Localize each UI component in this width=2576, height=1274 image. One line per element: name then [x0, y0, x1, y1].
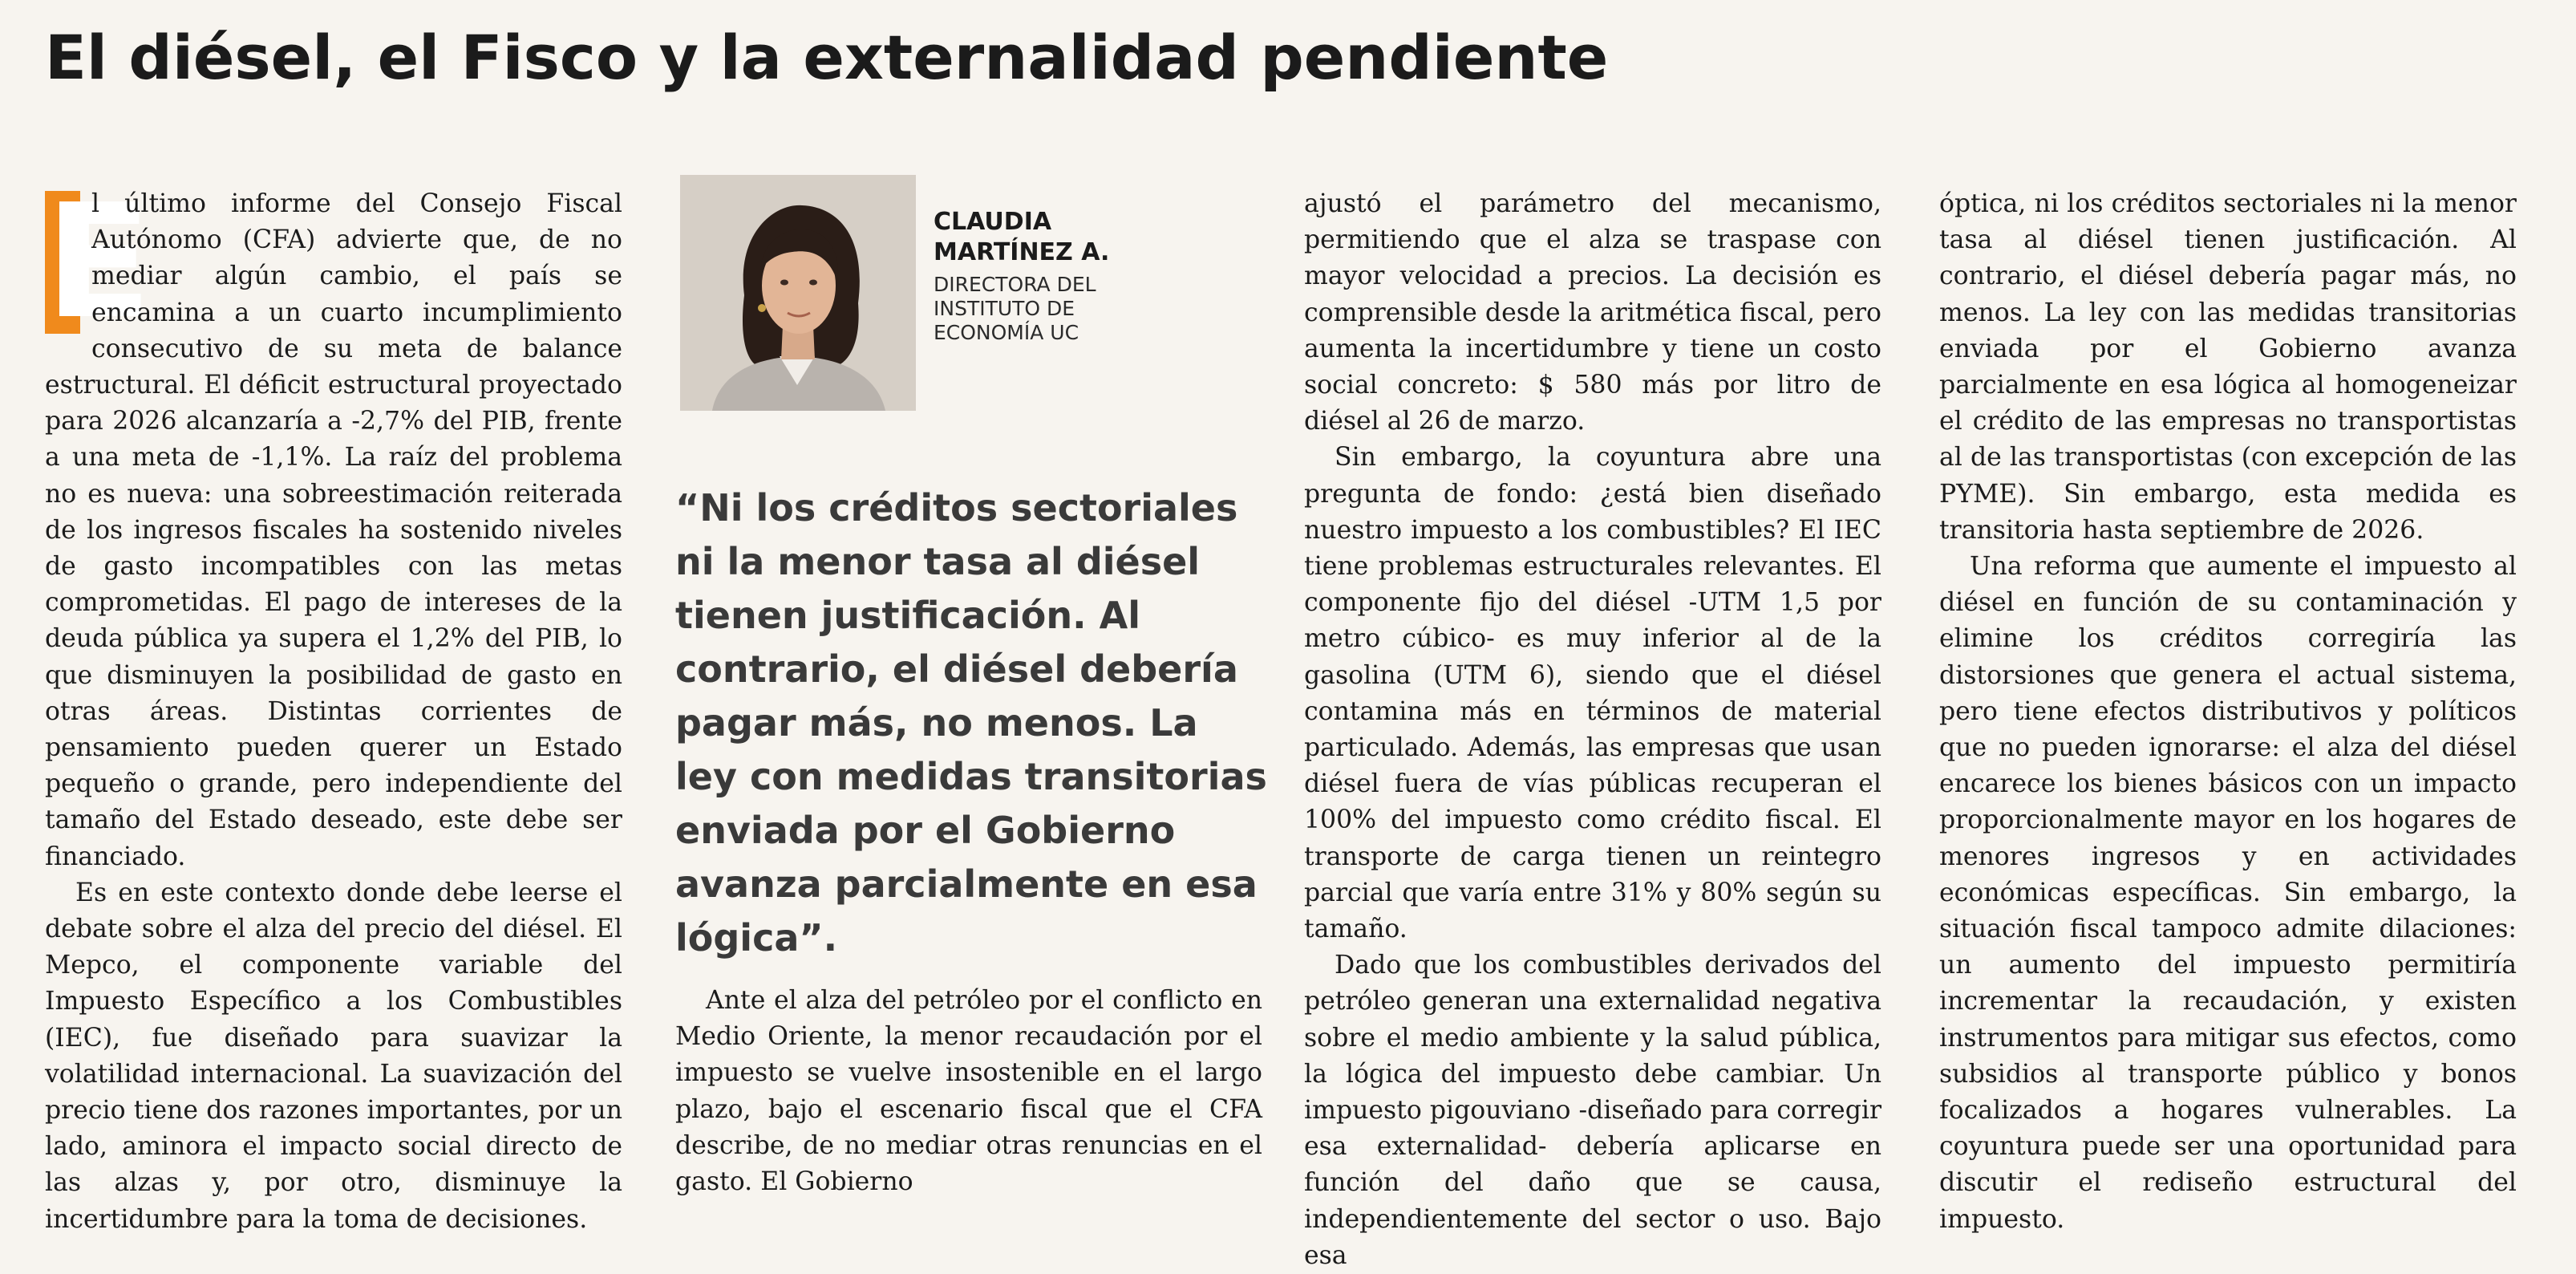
paragraph: ajustó el parámetro del mecanismo, permitiendo que el alza se traspase con mayor velocidad a precios. La decisión es comprensible desde la aritmética fiscal, pero aumenta la incertidumbre y tiene un costo social concreto: $ 580 más por litro de diésel al 26 de marzo.: [1304, 189, 1881, 436]
author-role-line: ECONOMÍA UC: [934, 321, 1079, 344]
author-name: [934, 207, 1109, 268]
paragraph: óptica, ni los créditos sectoriales ni la menor tasa al diésel tienen justificación. Al contrario, el diésel debería pagar más, no menos. La ley con las medidas transitorias enviada por el Gobierno avanza parcialmente en esa lógica al homogeneizar el crédito de las empresas no transportistas al de las transportistas (con excepción de las PYME). Sin embargo, esta medida es transitoria hasta septiembre de 2026.: [1939, 189, 2517, 545]
author-name-line: CLAUDIA: [934, 208, 1052, 236]
author-name-line: MARTÍNEZ A.: [934, 238, 1110, 266]
headline: El diésel, el Fisco y la externalidad pendiente: [45, 22, 1609, 93]
paragraph: [45, 171, 622, 875]
article-column-4: [1939, 186, 2517, 1238]
author-role-line: DIRECTORA DEL: [934, 273, 1096, 296]
paragraph: Dado que los combustibles derivados del petróleo generan una externalidad negativa sobre el medio ambiente y la salud pública, la lógica del impuesto debe cambiar. Un impuesto pigouviano -diseñado para corregir esa externalidad- debería aplicarse en función del daño que se causa, independientemente del sector o uso. Bajo esa: [1304, 951, 1881, 1270]
author-role-line: INSTITUTO DE: [934, 297, 1075, 320]
paragraph: Una reforma que aumente el impuesto al diésel en función de su contaminación y elimine los créditos corregiría las distorsiones que genera el actual sistema, pero tiene efectos distributivos y políticos que no pueden ignorarse: el alza del diésel encarece los bienes básicos con un impacto proporcionalmente mayor en los hogares de menores ingresos y en actividades económicas específicas. Sin embargo, la situación fiscal tampoco admite dilaciones: un aumento del impuesto permitiría incrementar la recaudación, y existen instrumentos para mitigar sus efectos, como subsidios al transporte público y bonos focalizados a hogares vulnerables. La coyuntura puede ser una oportunidad para discutir el rediseño estructural del impuesto.: [1939, 552, 2517, 1234]
article-column-1: [45, 171, 622, 1238]
article-column-3: [1304, 186, 1881, 1274]
pull-quote: “Ni los créditos sectoriales ni la menor tasa al diésel tienen justificación. Al contrario, el diésel debería pagar más, no menos. La ley con medidas transitorias enviada por el Gobierno avanza parcialmente en esa lógica”.: [675, 486, 1267, 960]
article-column-2: [675, 983, 1262, 1200]
paragraph: Es en este contexto donde debe leerse el debate sobre el alza del precio del diésel. El Mepco, el componente variable del Impuesto Específico a los Combustibles (IEC), fue diseñado para suavizar la volatilidad internacional. La suavización del precio tiene dos razones importantes, por un lado, aminora el impacto social directo de las alzas y, por otro, disminuye la incertidumbre para la toma de decisiones.: [45, 878, 622, 1234]
author-portrait-icon: [680, 175, 916, 411]
author-photo: [680, 175, 916, 411]
paragraph: Ante el alza del petróleo por el conflicto en Medio Oriente, la menor recaudación por el impuesto se vuelve insostenible en el largo plazo, bajo el escenario fiscal que el CFA describe, de no mediar otras renuncias en el gasto. El Gobierno: [675, 986, 1262, 1197]
drop-cap: E: [45, 171, 152, 354]
paragraph: Sin embargo, la coyuntura abre una pregunta de fondo: ¿está bien diseñado nuestro impuesto a los combustibles? El IEC tiene problemas estructurales relevantes. El componente fijo del diésel -UTM 1,5 por metro cúbico- es muy inferior al de la gasolina (UTM 6), siendo que el diésel contamina más en términos de material particulado. Además, las empresas que usan diésel fuera de vías públicas recuperan el 100% del impuesto como crédito fiscal. El transporte de carga tienen un reintegro parcial que varía entre 31% y 80% según su tamaño.: [1304, 443, 1881, 944]
paragraph-text: l último informe del Consejo Fiscal Autónomo (CFA) advierte que, de no mediar algún cambio, el país se encamina a un cuarto incumplimiento consecutivo de su meta de balance estructural. El déficit estructural proyectado para 2026 alcanzaría a -2,7% del PIB, frente a una meta de -1,1%. La raíz del problema no es nueva: una sobreestimación reiterada de los ingresos fiscales ha sostenido niveles de gasto incompatibles con las metas comprometidas. El pago de intereses de la deuda pública ya supera el 1,2% del PIB, lo que disminuyen la posibilidad de gasto en otras áreas. Distintas corrientes de pensamiento pueden querer un Estado pequeño o grande, pero independiente del tamaño del Estado deseado, este debe ser financiado.: [45, 189, 622, 871]
author-role: [934, 273, 1096, 345]
